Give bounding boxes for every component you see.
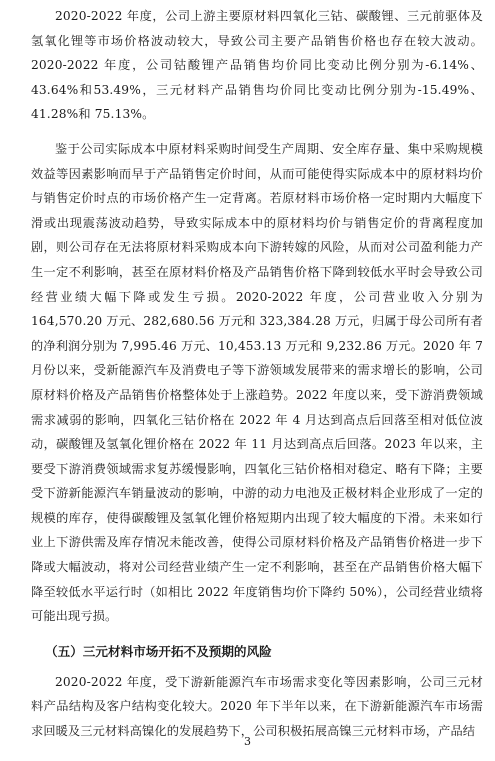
section-heading: （五）三元材料市场开拓不及预期的风险 [45, 643, 272, 659]
page-number: 3 [244, 735, 251, 748]
paragraph-ternary-market: 2020-2022 年度，受下游新能源汽车市场需求变化等因素影响，公司三元材料产品结构及客户结构变化较大。2020 年下半年以来，在下游新能源汽车市场需求回暖及三元材料高镍化的发展趋势下，公司积极拓展高镍三元材料市场，产品结 [31, 674, 483, 739]
paragraph-cost-risk: 鉴于公司实际成本中原材料采购时间受生产周期、安全库存量、集中采购规模效益等因素影响而早于产品销售定价时间，从而可能使得实际成本中的原材料均价与销售定价时点的市场价格产生一定背离。若原材料市场价格一定时期内大幅度下滑或出现震荡波动趋势，导致实际成本中的原材料均价与销售定价的背离程度加剧，则公司存在无法将原材料采购成本向下游转嫁的风险，从而对公司盈利能力产生一定不利影响，甚至在原材料价格及产品销售价格下降到较低水平时会导致公司经营业绩大幅下降或发生亏损。2020-2022 年度，公司营业收入分别为164,570.20 万元、282,680.56 万元和 323,384.28 万元，归属于母公司所有者的净利润分别为 7,995.46 万元、10,453.13 万元和 9,232.86 万元。2020 年 7 月份以来，受新能源汽车及消费电子等下游领域发展带来的需求增长的影响，公司原材料价格及产品销售价格整体处于上涨趋势。2022 年度以来，受下游消费领域需求减弱的影响，四氧化三钴价格在 2022 年 4 月达到高点后回落至相对低位波动，碳酸锂及氢氧化锂价格在 2022 年 11 月达到高点后回落。2023 年以来，主要受下游消费领域需求复苏缓慢影响，四氧化三钴价格相对稳定、略有下降；主要受下游新能源汽车销量波动的影响，中游的动力电池及正极材料企业形成了一定的规模的库存，使得碳酸锂及氢氧化锂价格短期内出现了较大幅度的下滑。未来如行业上下游供需及库存情况未能改善，使得公司原材料价格及产品销售价格进一步下降或大幅波动，将对公司经营业绩产生一定不利影响，甚至在产品销售价格大幅下降至较低水平运行时（如相比 2022 年度销售均价下降约 50%），公司经营业绩将可能出现亏损。 [31, 141, 484, 624]
document-page [31, 4, 483, 744]
paragraph-price-volatility: 2020-2022 年度，公司上游主要原材料四氧化三钴、碳酸锂、三元前驱体及氢氧化锂等市场价格波动较大，导致公司主要产品销售价格也存在较大波动。2020-2022 年度，公司钴酸锂产品销售均价同比变动比例分别为-6.14%、43.64%和53.49%，三元材料产品销售均价同比变动比例分别为-15.49%、41.28%和 75.13%。 [31, 9, 483, 122]
